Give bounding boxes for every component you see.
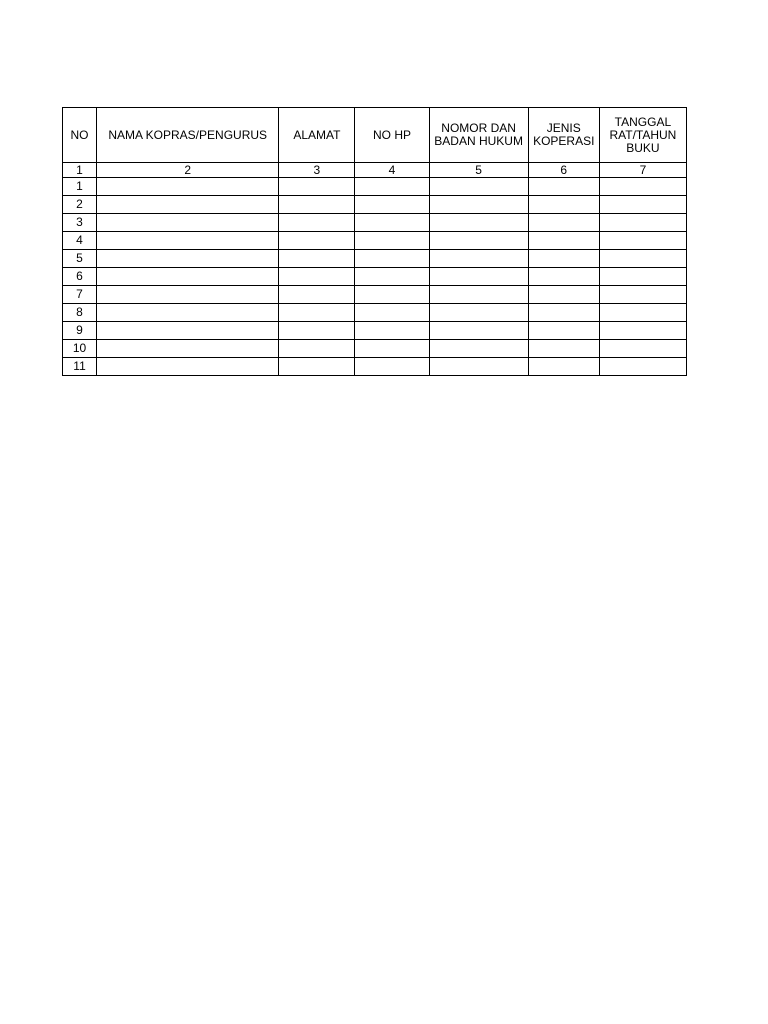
empty-cell <box>279 358 355 376</box>
empty-cell <box>429 268 528 286</box>
empty-cell <box>429 250 528 268</box>
empty-cell <box>97 340 279 358</box>
empty-cell <box>429 232 528 250</box>
empty-cell <box>599 340 686 358</box>
row-number-cell: 7 <box>63 286 97 304</box>
empty-cell <box>279 178 355 196</box>
empty-cell <box>429 358 528 376</box>
empty-cell <box>528 178 599 196</box>
empty-cell <box>97 268 279 286</box>
empty-cell <box>429 322 528 340</box>
empty-cell <box>599 196 686 214</box>
empty-cell <box>599 322 686 340</box>
empty-cell <box>279 340 355 358</box>
empty-cell <box>279 322 355 340</box>
column-number: 1 <box>63 163 97 178</box>
empty-cell <box>279 304 355 322</box>
column-number: 4 <box>355 163 429 178</box>
row-number-cell: 2 <box>63 196 97 214</box>
column-number: 7 <box>599 163 686 178</box>
empty-cell <box>429 304 528 322</box>
header-alamat: ALAMAT <box>279 108 355 163</box>
empty-cell <box>528 250 599 268</box>
empty-cell <box>97 214 279 232</box>
empty-cell <box>429 340 528 358</box>
table-row <box>63 232 687 250</box>
empty-cell <box>97 358 279 376</box>
empty-cell <box>355 232 429 250</box>
empty-cell <box>97 304 279 322</box>
empty-cell <box>355 178 429 196</box>
table-body <box>63 178 687 376</box>
empty-cell <box>599 268 686 286</box>
table-row <box>63 304 687 322</box>
row-number-cell: 8 <box>63 304 97 322</box>
empty-cell <box>528 232 599 250</box>
empty-cell <box>528 196 599 214</box>
row-number-cell: 4 <box>63 232 97 250</box>
column-number-row <box>63 163 687 178</box>
table-row <box>63 268 687 286</box>
table-row <box>63 322 687 340</box>
empty-cell <box>528 322 599 340</box>
empty-cell <box>355 304 429 322</box>
empty-cell <box>279 232 355 250</box>
empty-cell <box>599 250 686 268</box>
empty-cell <box>528 304 599 322</box>
empty-cell <box>528 214 599 232</box>
table-row <box>63 178 687 196</box>
empty-cell <box>528 268 599 286</box>
empty-cell <box>355 196 429 214</box>
empty-cell <box>599 178 686 196</box>
column-number: 3 <box>279 163 355 178</box>
table-row <box>63 214 687 232</box>
column-number: 2 <box>97 163 279 178</box>
header-jenis-koperasi: JENIS KOPERASI <box>528 108 599 163</box>
header-nomor-badan-hukum: NOMOR DAN BADAN HUKUM <box>429 108 528 163</box>
empty-cell <box>528 358 599 376</box>
header-no-hp: NO HP <box>355 108 429 163</box>
empty-cell <box>355 268 429 286</box>
row-number-cell: 10 <box>63 340 97 358</box>
row-number-cell: 3 <box>63 214 97 232</box>
empty-cell <box>355 250 429 268</box>
empty-cell <box>429 178 528 196</box>
empty-cell <box>355 286 429 304</box>
empty-cell <box>355 358 429 376</box>
empty-cell <box>97 232 279 250</box>
column-number: 5 <box>429 163 528 178</box>
column-number: 6 <box>528 163 599 178</box>
table-row <box>63 286 687 304</box>
empty-cell <box>355 322 429 340</box>
empty-cell <box>279 268 355 286</box>
table-row <box>63 340 687 358</box>
empty-cell <box>97 250 279 268</box>
data-table <box>62 107 687 376</box>
header-nama-kopras-pengurus: NAMA KOPRAS/PENGURUS <box>97 108 279 163</box>
empty-cell <box>97 178 279 196</box>
table-row <box>63 250 687 268</box>
row-number-cell: 5 <box>63 250 97 268</box>
empty-cell <box>599 286 686 304</box>
row-number-cell: 1 <box>63 178 97 196</box>
table-row <box>63 358 687 376</box>
empty-cell <box>599 358 686 376</box>
row-number-cell: 11 <box>63 358 97 376</box>
empty-cell <box>429 214 528 232</box>
empty-cell <box>599 232 686 250</box>
empty-cell <box>97 286 279 304</box>
header-tanggal-rat: TANGGAL RAT/TAHUN BUKU <box>599 108 686 163</box>
empty-cell <box>279 286 355 304</box>
empty-cell <box>279 214 355 232</box>
table-row <box>63 196 687 214</box>
empty-cell <box>599 304 686 322</box>
empty-cell <box>599 214 686 232</box>
empty-cell <box>528 340 599 358</box>
empty-cell <box>97 322 279 340</box>
header-row <box>63 108 687 163</box>
empty-cell <box>97 196 279 214</box>
empty-cell <box>528 286 599 304</box>
header-no: NO <box>63 108 97 163</box>
empty-cell <box>355 214 429 232</box>
empty-cell <box>279 196 355 214</box>
empty-cell <box>429 196 528 214</box>
empty-cell <box>279 250 355 268</box>
empty-cell <box>429 286 528 304</box>
empty-cell <box>355 340 429 358</box>
row-number-cell: 9 <box>63 322 97 340</box>
row-number-cell: 6 <box>63 268 97 286</box>
